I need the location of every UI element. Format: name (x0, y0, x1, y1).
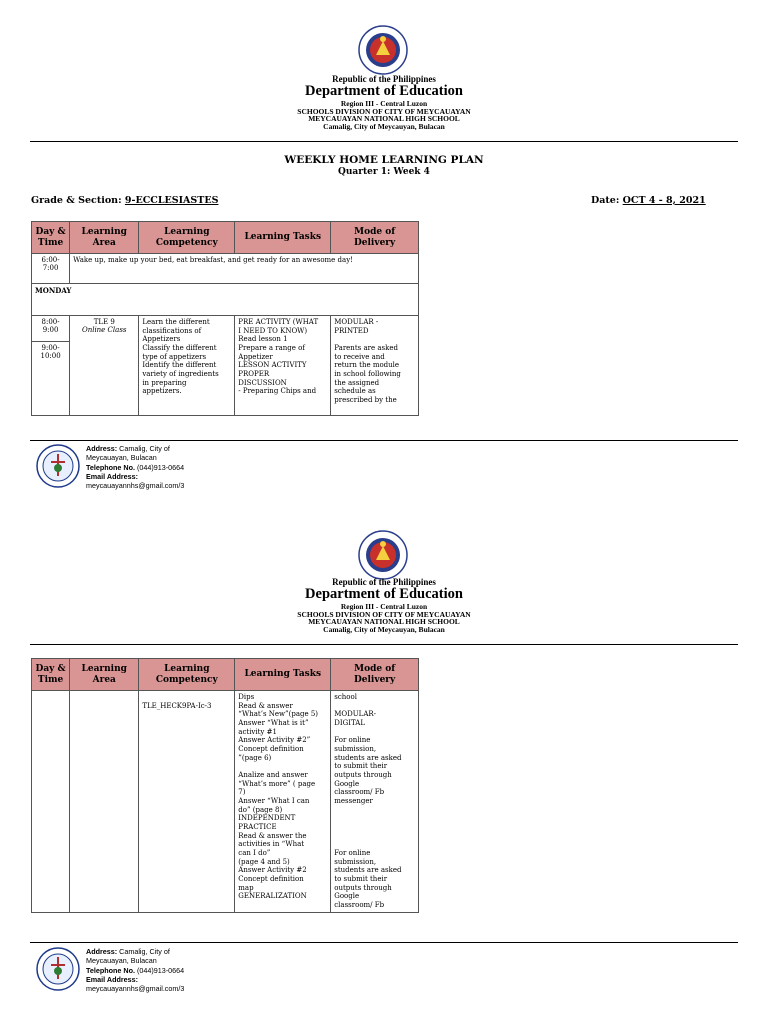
delivery-line: school (334, 693, 357, 701)
footer-contact (86, 444, 184, 491)
competency-line: Appetizers (142, 335, 181, 344)
delivery-line: Google (334, 779, 360, 788)
letterhead (0, 578, 768, 634)
task-line: GENERALIZATION (238, 892, 307, 901)
delivery-line: to submit their (334, 875, 388, 884)
task-line: (page 4 and 5) (238, 857, 290, 866)
delivery-line (334, 840, 415, 849)
header-learning-competency: Learning Competency (139, 222, 235, 254)
plan-table-p1 (31, 221, 419, 416)
delivery-line: Parents are asked (334, 344, 398, 353)
task-line: Read lesson 1 (238, 335, 288, 344)
task-line: map (238, 883, 254, 892)
time-cell: 6:00- 7:00 (32, 254, 70, 284)
delivery-line: MODULAR - (334, 318, 379, 326)
quarter-text: Quarter 1: Week 4 (338, 167, 430, 178)
task-line: Answer “What is it” (238, 719, 309, 728)
plan-title: WEEKLY HOME LEARNING PLAN (284, 154, 484, 166)
header-rule (30, 644, 738, 645)
learning-area-cell-empty (70, 691, 139, 913)
school-seal-icon (36, 947, 80, 991)
delivery-line: PRINTED (334, 326, 369, 335)
header-learning-area: Learning Area (70, 659, 139, 691)
delivery-line (334, 335, 415, 344)
republic-text: Republic of the Philippines (332, 74, 436, 84)
task-line: Prepare a range of (238, 344, 305, 353)
task-line: Answer Activity #2” (238, 736, 311, 745)
grade-section (31, 195, 218, 206)
day-label: MONDAY (32, 284, 419, 316)
delivery-line: outputs through (334, 883, 392, 892)
learning-area-cell (70, 316, 139, 416)
delivery-line: to receive and (334, 352, 385, 361)
footer-rule (30, 440, 738, 441)
address-value: Camalig, City of (119, 444, 170, 453)
tasks-cell (235, 691, 331, 913)
delivery-line: return the module (334, 361, 400, 370)
task-line: INDEPENDENT (238, 814, 296, 823)
header-learning-tasks: Learning Tasks (235, 659, 331, 691)
table-header-row (32, 222, 419, 254)
competency-code: TLE_HECK9PA-Ic-3 (142, 702, 212, 710)
division-text: SCHOOLS DIVISION OF CITY OF MEYCAUAYAN (297, 609, 471, 619)
delivery-line: submission, (334, 857, 377, 866)
delivery-line: classroom/ Fb (334, 788, 385, 797)
task-line: Dips (238, 693, 255, 701)
delivery-line: the assigned (334, 378, 380, 387)
table-row (32, 284, 419, 316)
delivery-line: in school following (334, 370, 401, 379)
delivery-line (334, 728, 415, 737)
header-learning-area: Learning Area (70, 222, 139, 254)
delivery-line: MODULAR- (334, 710, 377, 719)
header-learning-competency: Learning Competency (139, 659, 235, 691)
delivery-line (334, 702, 415, 711)
task-line: LESSON ACTIVITY (238, 361, 307, 370)
address-line2: Meycauayan, Bulacan (86, 956, 157, 966)
task-line: “What’s more” ( page (238, 779, 316, 788)
task-line: activity #1 (238, 727, 277, 736)
delivery-line: classroom/ Fb (334, 901, 385, 910)
competency-line: Learn the different (142, 318, 210, 326)
competency-line: variety of ingredients (142, 370, 219, 379)
task-line: Appetizer (238, 352, 273, 361)
department-title: Department of Education (305, 83, 463, 100)
task-line: ”(page 6) (238, 753, 272, 762)
competency-line: classifications of (142, 326, 202, 335)
task-line (238, 762, 327, 771)
task-line: PRACTICE (238, 823, 277, 832)
plan-table-p2 (31, 658, 419, 913)
delivery-line: students are asked (334, 753, 402, 762)
competency-line: Identify the different (142, 361, 217, 370)
delivery-line: schedule as (334, 387, 376, 396)
telephone-label: Telephone No. (86, 965, 135, 975)
email-value: meycauayannhs@gmail.com/3 (86, 984, 185, 994)
task-line: 7) (238, 788, 246, 797)
delivery-line: submission, (334, 745, 377, 754)
school-text: MEYCAUAYAN NATIONAL HIGH SCHOOL (308, 617, 460, 627)
delivery-line (334, 806, 415, 815)
delivery-line: prescribed by the (334, 396, 397, 405)
competency-cell (139, 316, 235, 416)
time-cell-a: 8:00- 9:00 (32, 316, 70, 342)
date-block (591, 195, 706, 206)
header-day-time: Day & Time (32, 222, 70, 254)
division-text: SCHOOLS DIVISION OF CITY OF MEYCAUAYAN (297, 106, 471, 116)
task-line: PROPER (238, 370, 270, 379)
republic-text: Republic of the Philippines (332, 577, 436, 587)
grade-value: 9-ECCLESIASTES (124, 195, 219, 206)
task-line: I NEED TO KNOW) (238, 326, 308, 335)
task-line: Read & answer the (238, 831, 307, 840)
delivery-line: to submit their (334, 762, 388, 771)
email-label: Email Address: (86, 975, 139, 985)
task-line: Analize and answer (238, 771, 308, 780)
letterhead (0, 75, 768, 131)
telephone-value: (044)913-0664 (136, 462, 185, 472)
competency-line: appetizers. (142, 387, 182, 396)
region-text: Region III - Central Luzon (340, 98, 428, 108)
table-row (32, 691, 419, 913)
delivery-line: messenger (334, 797, 373, 806)
delivery-line (334, 814, 415, 823)
morning-routine-cell: Wake up, make up your bed, eat breakfast, and get ready for an awesome day! (70, 254, 419, 284)
location-text: Camalig, City of Meycauyan, Bulacan (323, 625, 445, 635)
grade-label: Grade & Section: (31, 195, 122, 206)
task-line: Concept definition (238, 875, 304, 884)
address-label: Address: (86, 947, 118, 956)
footer-contact (86, 947, 184, 994)
location-text: Camalig, City of Meycauyan, Bulacan (323, 122, 445, 132)
subject-text: TLE 9 (93, 318, 115, 326)
competency-line: Classify the different (142, 344, 217, 353)
class-mode-text: Online Class (81, 326, 127, 334)
task-line: Answer “What I can (238, 797, 310, 806)
tasks-cell (235, 316, 331, 416)
footer (36, 444, 736, 504)
delivery-line: For online (334, 849, 371, 858)
task-line: - Preparing Chips and (238, 387, 317, 396)
task-line: Read & answer (238, 701, 293, 710)
address-line2: Meycauayan, Bulacan (86, 453, 157, 463)
delivery-line: students are asked (334, 866, 402, 875)
time-cell-empty (32, 691, 70, 913)
header-mode-of-delivery: Mode of Delivery (331, 222, 419, 254)
school-text: MEYCAUAYAN NATIONAL HIGH SCHOOL (308, 114, 460, 124)
telephone-label: Telephone No. (86, 462, 135, 472)
deped-seal-icon (358, 25, 408, 75)
delivery-line: outputs through (334, 771, 392, 780)
task-line: can I do” (238, 849, 271, 858)
table-header-row (32, 659, 419, 691)
header-rule (30, 141, 738, 142)
task-line: activities in “What (238, 840, 305, 849)
delivery-line: For online (334, 736, 371, 745)
email-label: Email Address: (86, 472, 139, 482)
delivery-line (334, 832, 415, 841)
address-label: Address: (86, 444, 118, 453)
delivery-cell (331, 316, 419, 416)
task-line: DISCUSSION (238, 378, 287, 387)
competency-line: in preparing (142, 378, 187, 387)
header-mode-of-delivery: Mode of Delivery (331, 659, 419, 691)
task-line: Answer Activity #2 (238, 866, 307, 875)
table-row (32, 254, 419, 284)
plan-title-block (0, 154, 768, 178)
table-row (32, 316, 419, 342)
delivery-line (334, 823, 415, 832)
task-line: Concept definition (238, 745, 304, 754)
header-learning-tasks: Learning Tasks (235, 222, 331, 254)
competency-cell (139, 691, 235, 913)
department-title: Department of Education (305, 586, 463, 603)
region-text: Region III - Central Luzon (340, 601, 428, 611)
telephone-value: (044)913-0664 (136, 965, 185, 975)
task-line: PRE ACTIVITY (WHAT (238, 318, 319, 326)
delivery-cell (331, 691, 419, 913)
deped-seal-icon (358, 530, 408, 580)
delivery-line: DIGITAL (334, 719, 365, 728)
task-line: do” (page 8) (238, 805, 283, 814)
delivery-line: Google (334, 892, 360, 901)
task-line: “What’s New”(page 5) (238, 710, 319, 719)
competency-line: type of appetizers (142, 352, 207, 361)
header-day-time: Day & Time (32, 659, 70, 691)
address-value: Camalig, City of (119, 947, 170, 956)
school-seal-icon (36, 444, 80, 488)
footer-rule (30, 942, 738, 943)
footer (36, 947, 736, 1007)
date-label: Date: (591, 195, 620, 206)
email-value: meycauayannhs@gmail.com/3 (86, 481, 185, 491)
time-cell-b: 9:00- 10:00 (32, 342, 70, 416)
date-value: OCT 4 - 8, 2021 (622, 195, 706, 206)
